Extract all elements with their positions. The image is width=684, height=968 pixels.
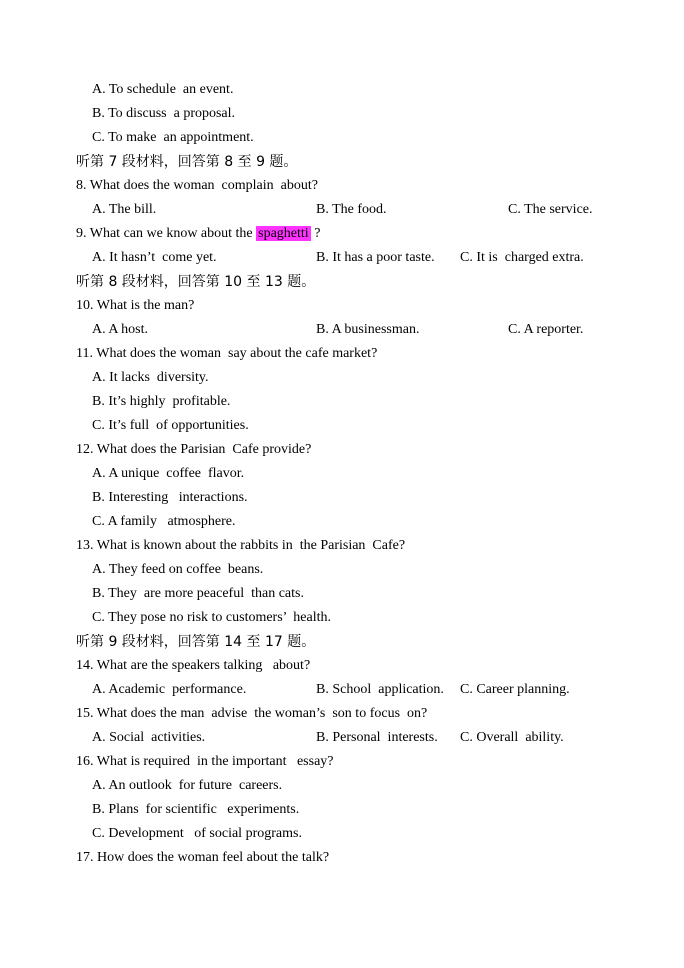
question-9-text: 9. What can we know about the [76, 226, 257, 241]
option-line: A. A unique coffee flavor. [92, 466, 245, 481]
option-line: A. They feed on coffee beans. [92, 562, 264, 577]
option-line: A. To schedule an event. [92, 82, 234, 97]
option-line: C. To make an appointment. [92, 130, 254, 145]
option-line: C. It is charged extra. [460, 250, 584, 265]
option-line: A. A host. [92, 322, 149, 337]
option-line: A. Academic performance. [92, 682, 247, 697]
option-line: B. Personal interests. [316, 730, 438, 745]
option-line: B. It’s highly profitable. [92, 394, 231, 409]
option-line: B. They are more peaceful than cats. [92, 586, 304, 601]
section-heading: 听第 7 段材料，回答第 8 至 9 题。 [76, 154, 298, 170]
option-line: B. The food. [316, 202, 387, 217]
question-16: 16. What is required in the important essay? [76, 754, 334, 769]
question-10: 10. What is the man? [76, 298, 195, 313]
option-line: B. School application. [316, 682, 444, 697]
option-line: A. It lacks diversity. [92, 370, 209, 385]
option-line: B. To discuss a proposal. [92, 106, 236, 121]
option-line: A. It hasn’t come yet. [92, 250, 217, 265]
option-line: B. Plans for scientific experiments. [92, 802, 300, 817]
question-17: 17. How does the woman feel about the talk? [76, 850, 330, 865]
option-line: C. It’s full of opportunities. [92, 418, 249, 433]
option-line: A. The bill. [92, 202, 157, 217]
option-line: C. They pose no risk to customers’ health. [92, 610, 331, 625]
section-heading: 听第 9 段材料，回答第 14 至 17 题。 [76, 634, 316, 650]
section-heading: 听第 8 段材料，回答第 10 至 13 题。 [76, 274, 316, 290]
highlighted-word: spaghetti [258, 226, 309, 241]
option-line: C. A family atmosphere. [92, 514, 236, 529]
option-line: C. Development of social programs. [92, 826, 302, 841]
option-line: B. It has a poor taste. [316, 250, 435, 265]
question-13: 13. What is known about the rabbits in the Parisian Cafe? [76, 538, 406, 553]
question-8: 8. What does the woman complain about? [76, 178, 318, 193]
question-11: 11. What does the woman say about the cafe market? [76, 346, 378, 361]
option-line: C. The service. [508, 202, 593, 217]
option-line: B. A businessman. [316, 322, 420, 337]
question-15: 15. What does the man advise the woman’s son to focus on? [76, 706, 428, 721]
option-line: C. Overall ability. [460, 730, 564, 745]
question-9-end: ? [310, 226, 321, 241]
option-line: C. Career planning. [460, 682, 570, 697]
question-9 [76, 222, 320, 246]
question-12: 12. What does the Parisian Cafe provide? [76, 442, 312, 457]
option-line: A. Social activities. [92, 730, 206, 745]
question-14: 14. What are the speakers talking about? [76, 658, 311, 673]
option-line: C. A reporter. [508, 322, 584, 337]
option-line: B. Interesting interactions. [92, 490, 248, 505]
option-line: A. An outlook for future careers. [92, 778, 283, 793]
